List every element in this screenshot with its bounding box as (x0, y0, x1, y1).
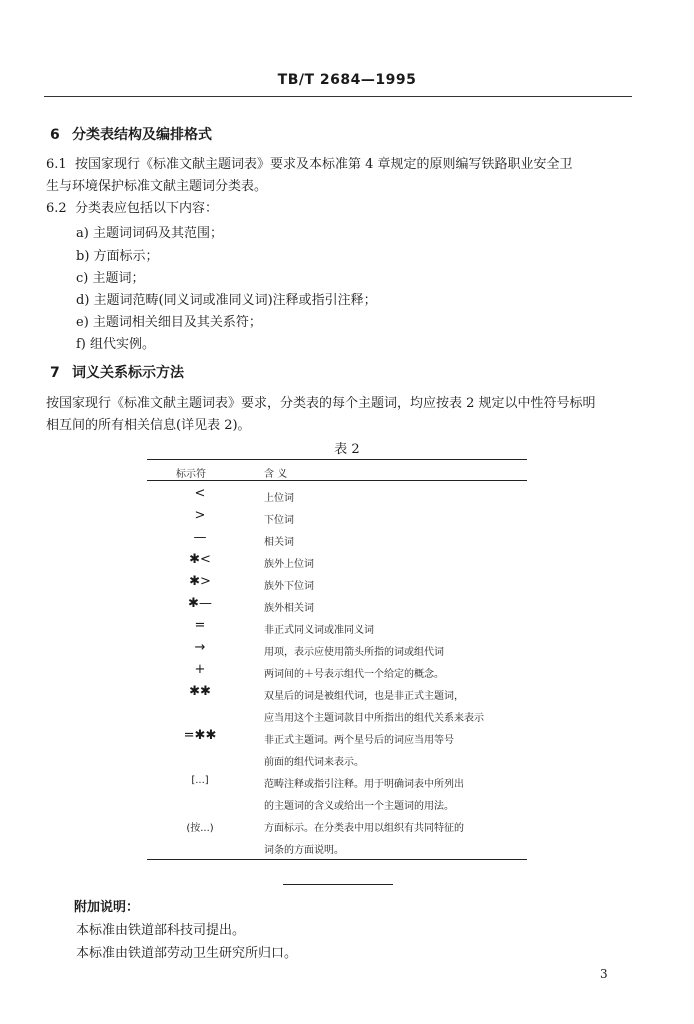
table-cell-symbol: ✱— (188, 596, 212, 611)
table-header-meaning: 含 义 (264, 469, 288, 480)
paragraph-6-2 (46, 198, 218, 219)
list-item: b) 方面标示； (76, 249, 159, 264)
section-6-heading (50, 124, 212, 144)
table-cell-meaning: 上位词 (264, 493, 294, 504)
paragraph-6-2-text: 分类表应包括以下内容： (74, 201, 218, 216)
table-cell-meaning: 族外下位词 (264, 581, 314, 592)
table-cell-symbol: > (194, 508, 206, 523)
table-header-rule (147, 480, 527, 481)
table-cell-symbol: < (194, 486, 206, 501)
standard-code: TB/T 2684—1995 (277, 72, 417, 88)
table-header-symbol: 标示符 (176, 469, 206, 480)
section-6-title: 分类表结构及编排格式 (72, 127, 212, 143)
list-item: d) 主题词范畴(同义词或准同义词)注释或指引注释； (76, 293, 377, 308)
paragraph-6-1-number: 6.1 (46, 157, 67, 172)
table-cell-symbol: (按...) (186, 823, 214, 834)
notes-line1: 本标准由铁道部科技司提出。 (76, 923, 246, 938)
section-6-number: 6 (50, 127, 60, 143)
table-top-rule (147, 459, 527, 460)
table-bottom-rule (147, 859, 527, 860)
header-rule (44, 96, 632, 97)
table-cell-meaning: 范畴注释或指引注释。用于明确词表中所列出 (264, 779, 464, 790)
page-number: 3 (600, 967, 608, 981)
section-7-line2: 相互间的所有相关信息(详见表 2)。 (46, 418, 251, 433)
table-cell-symbol: ✱< (189, 552, 211, 567)
table-cell-meaning: 前面的组代词来表示。 (264, 757, 364, 768)
table-cell-symbol: = (194, 618, 206, 633)
table-cell-meaning: 用项，表示应使用箭头所指的词或组代词 (264, 647, 444, 658)
notes-title: 附加说明： (74, 900, 140, 915)
section-7-line1: 按国家现行《标准文献主题词表》要求，分类表的每个主题词，均应按表 2 规定以中性符号标明 (46, 396, 596, 411)
paragraph-6-1-line1: 按国家现行《标准文献主题词表》要求及本标准第 4 章规定的原则编写铁路职业安全卫 (74, 157, 573, 172)
table-caption: 表 2 (334, 442, 360, 457)
list-item: f) 组代实例。 (76, 337, 156, 352)
section-7-heading (50, 362, 184, 382)
table-cell-meaning: 方面标示。在分类表中用以组织有共同特征的 (264, 823, 464, 834)
paragraph-6-2-number: 6.2 (46, 201, 67, 216)
table-cell-meaning: 下位词 (264, 515, 294, 526)
table-cell-meaning: 族外相关词 (264, 603, 314, 614)
list-item: e) 主题词相关细目及其关系符； (76, 315, 262, 330)
table-cell-symbol: =✱✱ (183, 728, 217, 743)
table-cell-symbol: [...] (191, 775, 209, 786)
table-cell-meaning: 双星后的词是被组代词，也是非正式主题词， (264, 691, 464, 702)
section-7-title: 词义关系标示方法 (72, 365, 184, 381)
table-cell-meaning: 词条的方面说明。 (264, 845, 344, 856)
table-cell-meaning: 相关词 (264, 537, 294, 548)
paragraph-6-1-line2: 生与环境保护标准文献主题词分类表。 (46, 179, 268, 194)
table-cell-symbol: ✱> (189, 574, 211, 589)
table-cell-meaning: 两词间的＋号表示组代一个给定的概念。 (264, 669, 444, 680)
list-item: a) 主题词词码及其范围； (76, 226, 223, 241)
table-cell-meaning: 非正式同义词或准同义词 (264, 625, 374, 636)
table-cell-meaning: 族外上位词 (264, 559, 314, 570)
paragraph-6-1 (46, 154, 573, 175)
table-cell-symbol: → (194, 640, 206, 655)
table-cell-symbol: + (194, 662, 206, 677)
table-cell-symbol: — (193, 530, 207, 545)
table-cell-symbol: ✱✱ (189, 684, 211, 699)
notes-line2: 本标准由铁道部劳动卫生研究所归口。 (76, 946, 298, 961)
table-cell-meaning: 非正式主题词。两个星号后的词应当用等号 (264, 735, 454, 746)
list-item: c) 主题词； (76, 271, 145, 286)
end-rule (283, 884, 393, 885)
table-cell-meaning: 应当用这个主题词款目中所指出的组代关系来表示 (264, 713, 484, 724)
section-7-number: 7 (50, 365, 60, 381)
table-cell-meaning: 的主题词的含义或给出一个主题词的用法。 (264, 801, 454, 812)
